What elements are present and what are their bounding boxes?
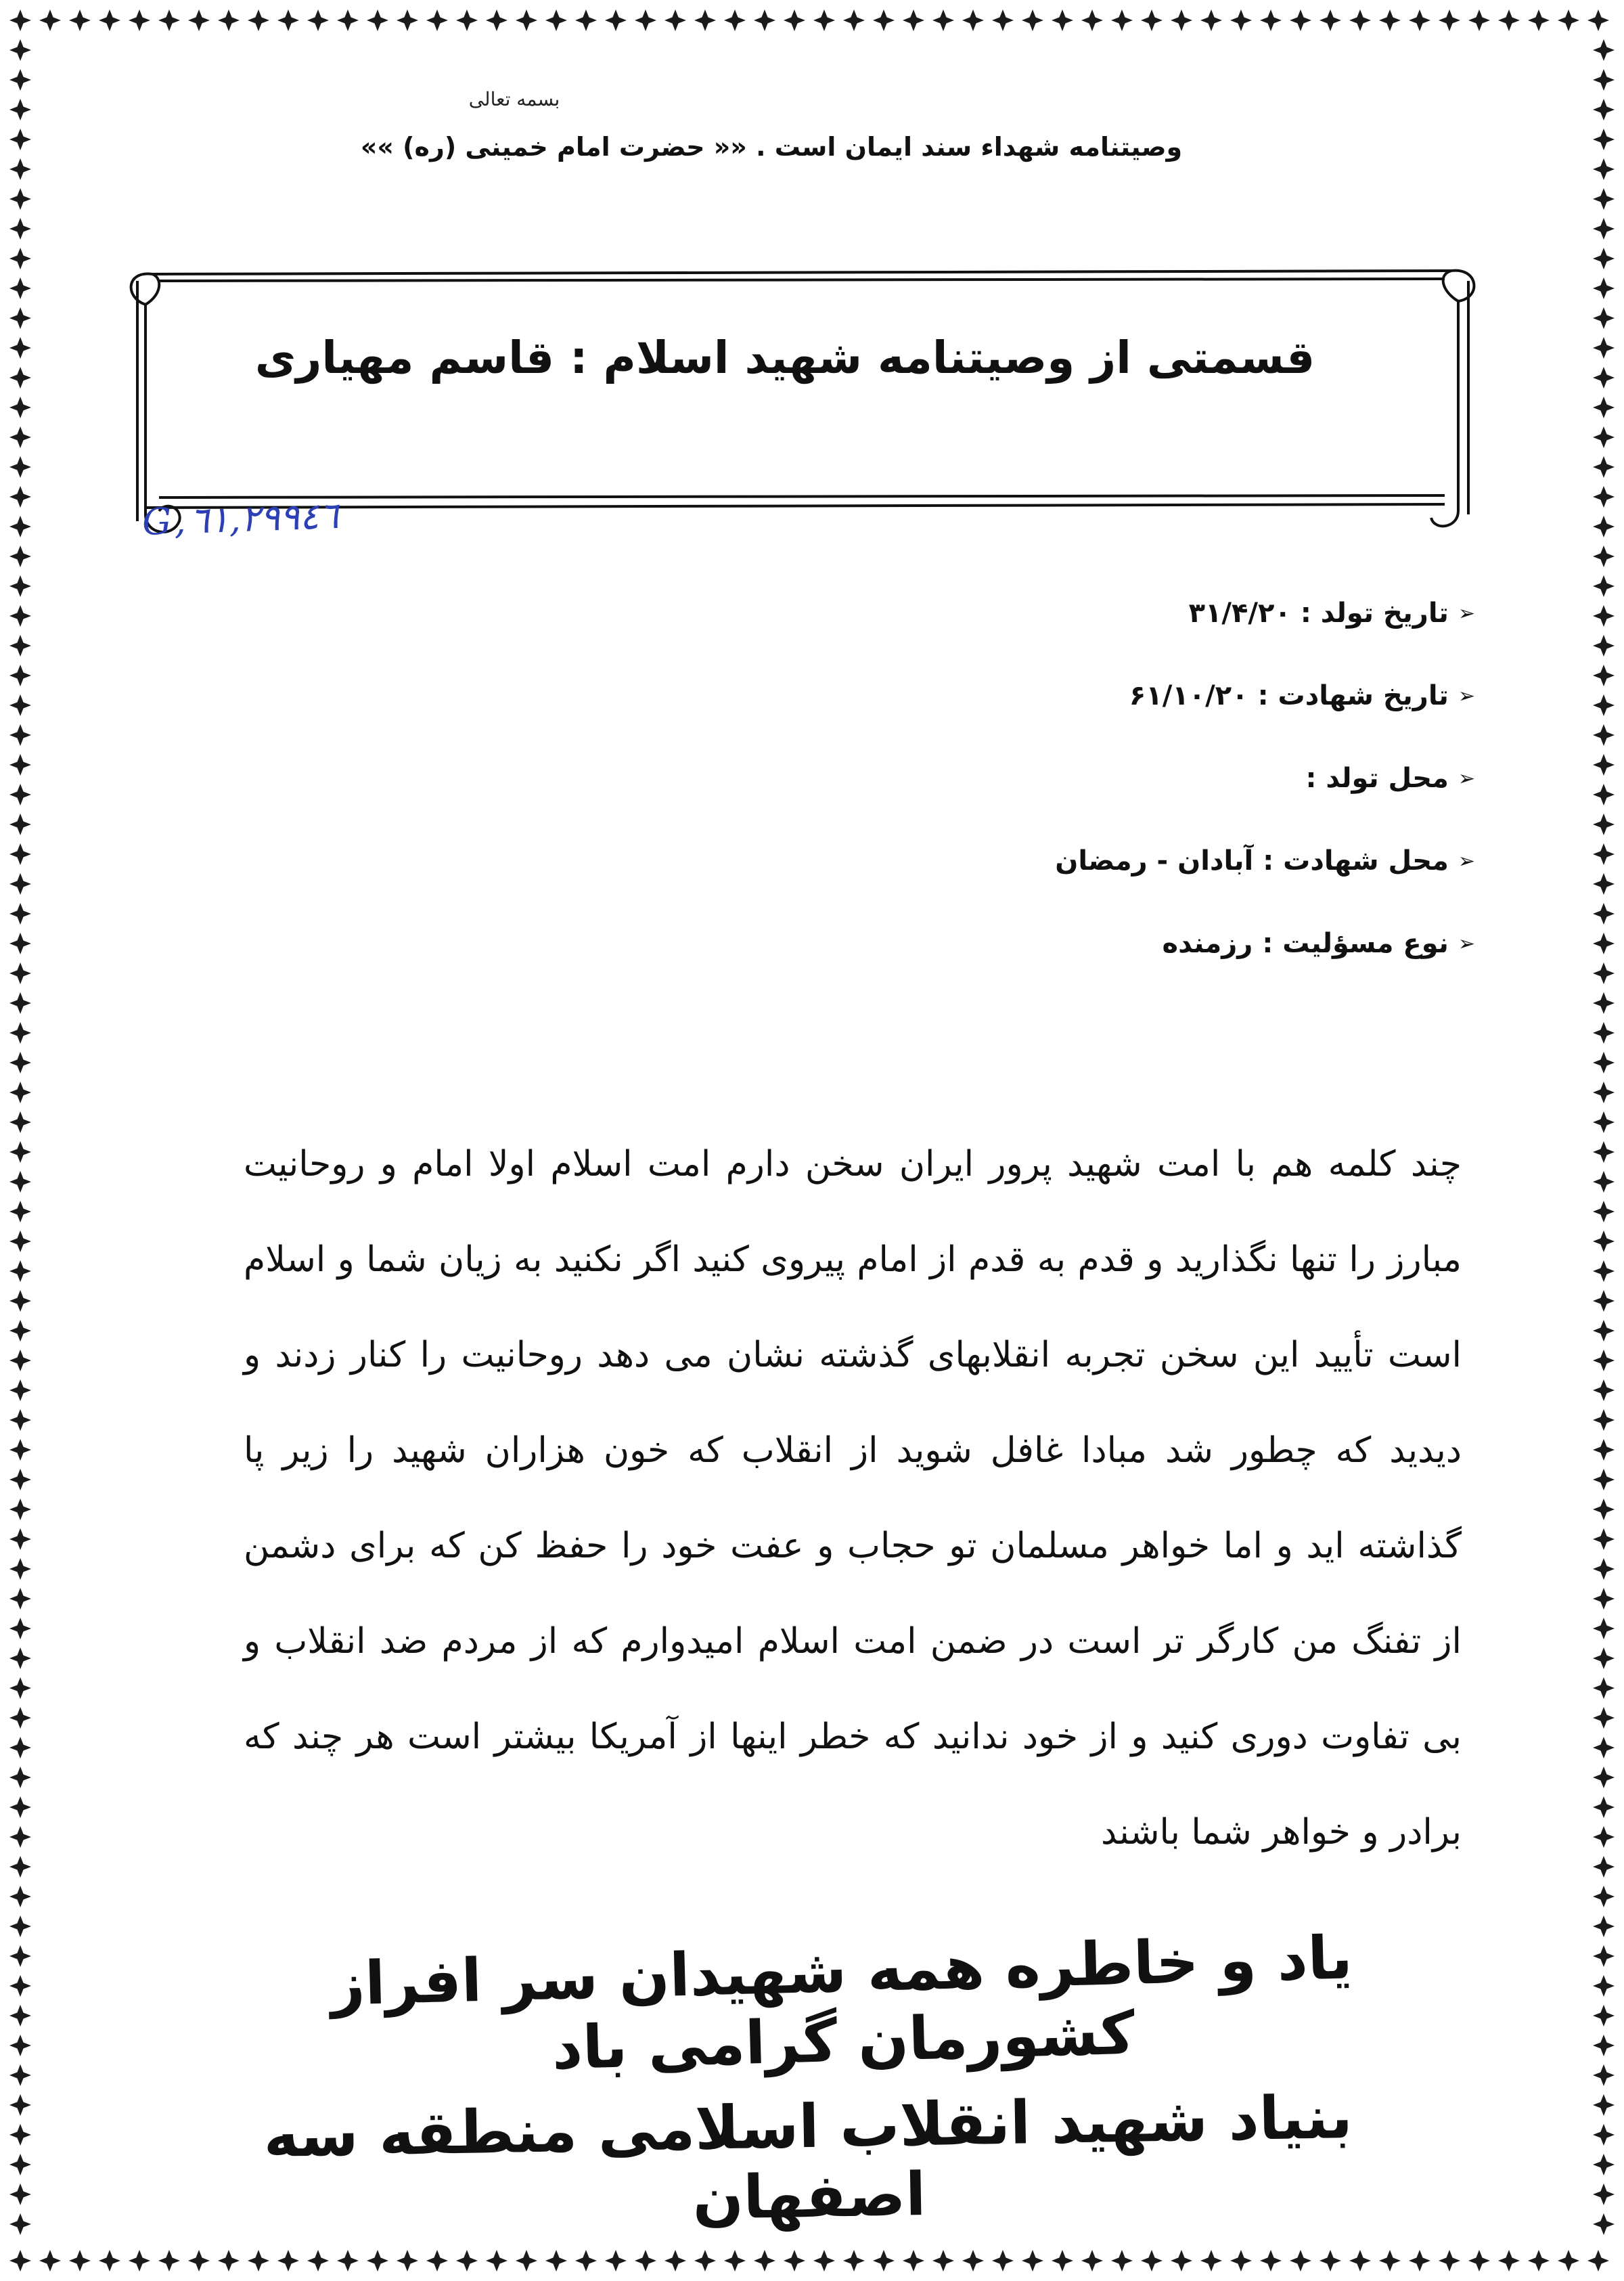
border-star-icon [1593,2035,1615,2056]
border-star-icon [69,9,91,31]
border-star-icon [1593,2094,1615,2116]
border-star-icon [903,9,924,31]
border-star-icon [9,1856,31,1878]
border-star-icon [9,903,31,925]
border-star-icon [1593,694,1615,716]
border-star-icon [9,1588,31,1610]
border-star-icon [1593,1409,1615,1431]
info-value: ۶۱/۱۰/۲۰ [1129,680,1248,711]
border-star-icon [992,2250,1014,2272]
border-star-icon [1171,9,1192,31]
border-star-icon [9,307,31,329]
border-star-icon [1593,2124,1615,2146]
border-star-icon [9,9,31,31]
border-star-icon [456,2250,478,2272]
border-star-icon [605,2250,627,2272]
border-star-icon [1528,9,1550,31]
border-star-icon [9,1231,31,1252]
border-star-icon [9,635,31,657]
border-star-icon [1593,516,1615,537]
border-star-icon [1593,1171,1615,1193]
border-star-icon [1593,1707,1615,1729]
border-star-icon [1593,814,1615,835]
info-martyrdom-date [663,655,1475,737]
border-star-icon [9,1052,31,1073]
border-star-icon [9,1201,31,1222]
border-star-icon [9,1647,31,1669]
border-star-icon [1409,9,1430,31]
border-star-icon [9,1975,31,1997]
border-star-icon [9,605,31,627]
border-star-icon [813,9,835,31]
border-star-icon [9,814,31,835]
border-star-icon [307,9,329,31]
border-star-icon [843,9,865,31]
border-star-icon [1593,1111,1615,1133]
border-star-icon [9,694,31,716]
bullet-arrow-icon: ➢ [1458,684,1475,708]
border-star-icon [1593,278,1615,299]
border-star-icon [9,1379,31,1401]
border-star-icon [1593,992,1615,1014]
border-star-icon [1593,1141,1615,1163]
border-star-icon [9,2064,31,2086]
border-star-icon [9,1260,31,1282]
border-star-icon [9,754,31,776]
border-star-icon [1349,2250,1371,2272]
border-star-icon [1593,1290,1615,1312]
border-star-icon [9,2005,31,2027]
border-star-icon [9,843,31,865]
border-star-icon [9,2184,31,2205]
border-star-icon [9,2250,31,2272]
border-star-icon [1290,2250,1311,2272]
border-star-icon [9,278,31,299]
footer-foundation-name: بنیاد شهید انقلاب اسلامی منطقه سه اصفهان [263,2081,1353,2233]
border-star-icon [1052,2250,1073,2272]
border-star-icon [1593,1886,1615,1907]
border-star-icon [1200,2250,1222,2272]
border-star-icon [1260,2250,1282,2272]
border-star-icon [1593,39,1615,61]
border-star-icon [1593,1022,1615,1044]
footer-commemoration: یاد و خاطره همه شهیدان سر افراز کشورمان گرامی باد [330,1922,1353,2083]
border-star-icon [426,2250,448,2272]
border-star-icon [1593,456,1615,478]
border-star-icon [1593,635,1615,657]
border-star-icon [9,873,31,895]
border-star-icon [1593,486,1615,508]
border-star-icon [784,9,805,31]
border-star-icon [9,1082,31,1103]
border-star-icon [1593,1052,1615,1073]
border-star-icon [1593,1856,1615,1878]
border-star-icon [1593,933,1615,954]
border-star-icon [754,2250,775,2272]
border-star-icon [1593,1558,1615,1580]
border-star-icon [397,9,418,31]
border-star-icon [1593,1915,1615,1937]
border-star-icon [307,2250,329,2272]
border-star-icon [1593,426,1615,448]
border-star-icon [9,1618,31,1639]
border-star-icon [1593,843,1615,865]
border-star-icon [9,426,31,448]
border-star-icon [426,9,448,31]
border-star-icon [277,2250,299,2272]
border-star-icon [9,1022,31,1044]
border-star-icon [9,397,31,418]
border-star-icon [1439,2250,1460,2272]
border-star-icon [1052,9,1073,31]
border-star-icon [754,9,775,31]
border-star-icon [9,129,31,150]
border-star-icon [99,2250,120,2272]
martyr-info-list [663,572,1475,985]
border-star-icon [277,9,299,31]
border-star-icon [1587,9,1609,31]
border-star-icon [218,2250,240,2272]
border-star-icon [1593,724,1615,746]
border-star-icon [9,784,31,805]
handwritten-reference-number: G,٦١,٢٩٩٤٦ [141,493,340,544]
border-star-icon [1593,2184,1615,2205]
border-star-icon [1558,2250,1579,2272]
will-excerpt-paragraph: چند کلمه هم با امت شهید پرور ایران سخن دارم امت اسلام اولا امام و روحانیت مبارز را تنها نگذارید و قدم به قدم از امام پیروی کنید اگر نکنید به زیان شما و اسلام است تأیید این سخن تجربه انقلابهای گذشته نشان می دهد روحانیت را کنار زدند و دیدید که چطور شد مبادا غافل شوید از انقلاب که خون هزاران شهید را زیر پا گذاشته اید و اما خواهر مسلمان تو حجاب و عفت خود را حفظ کن که برای دشمن از تفنگ من کارگر تر است در ضمن امت اسلام امیدوارم که از مردم ضد انقلاب و بی تفاوت دوری کنید و از خود ندانید که خطر اینها از آمریکا بیشتر است هر چند که برادر و خواهر شما باشند [244,1144,1462,1853]
border-star-icon [1141,2250,1163,2272]
border-star-icon [1593,1350,1615,1371]
border-star-icon [9,188,31,210]
border-star-icon [1593,99,1615,120]
border-star-icon [1587,2250,1609,2272]
border-star-icon [873,9,895,31]
border-star-icon [1320,9,1341,31]
border-star-icon [1593,2005,1615,2027]
border-star-icon [9,1707,31,1729]
border-star-icon [9,1499,31,1520]
border-star-icon [516,2250,537,2272]
info-label: تاریخ شهادت : [1257,680,1449,711]
border-star-icon [9,2124,31,2146]
border-star-icon [9,456,31,478]
border-star-icon [1593,1737,1615,1758]
border-star-icon [9,1737,31,1758]
border-star-icon [337,2250,359,2272]
border-star-icon [9,546,31,567]
border-star-icon [1409,2250,1430,2272]
border-star-icon [9,2035,31,2056]
border-star-icon [1260,9,1282,31]
info-label: نوع مسؤلیت : [1262,928,1449,959]
border-star-icon [129,9,150,31]
imam-quote: وصیتنامه شهداء سند ایمان است . «« حضرت امام خمینی (ره) »» [360,132,1183,162]
info-label: تاریخ تولد : [1300,598,1449,629]
border-star-icon [1230,2250,1252,2272]
border-star-icon [1498,2250,1520,2272]
border-star-icon [9,248,31,269]
border-star-icon [694,9,716,31]
border-star-icon [9,39,31,61]
border-star-icon [1349,9,1371,31]
border-star-icon [9,2094,31,2116]
border-star-icon [1593,1260,1615,1282]
border-star-icon [9,1528,31,1550]
border-star-icon [1593,1796,1615,1818]
border-star-icon [99,9,120,31]
border-star-icon [1111,2250,1133,2272]
border-star-icon [932,9,954,31]
border-star-icon [1593,1231,1615,1252]
border-star-icon [1593,1439,1615,1461]
border-star-icon [1593,69,1615,91]
border-star-icon [664,9,686,31]
border-star-icon [456,9,478,31]
border-star-icon [9,337,31,359]
border-star-icon [1498,9,1520,31]
border-star-icon [1081,2250,1103,2272]
border-star-icon [9,486,31,508]
border-star-icon [9,367,31,389]
border-star-icon [1528,2250,1550,2272]
border-star-icon [1290,9,1311,31]
border-star-icon [813,2250,835,2272]
border-star-icon [9,69,31,91]
info-birth-date [663,572,1475,655]
border-star-icon [1593,1677,1615,1699]
border-star-icon [69,2250,91,2272]
border-star-icon [962,9,984,31]
border-star-icon [545,2250,567,2272]
border-star-icon [1593,397,1615,418]
border-star-icon [248,2250,269,2272]
border-star-icon [635,9,656,31]
border-star-icon [9,1796,31,1818]
border-star-icon [1593,1975,1615,1997]
border-star-icon [932,2250,954,2272]
border-star-icon [1022,2250,1043,2272]
border-star-icon [9,1469,31,1490]
border-star-icon [1593,1082,1615,1103]
border-star-icon [1468,9,1490,31]
border-star-icon [9,1141,31,1163]
border-star-icon [1593,903,1615,925]
border-star-icon [1593,1528,1615,1550]
info-value: آبادان - رمضان [1055,845,1254,877]
border-star-icon [39,2250,61,2272]
border-star-icon [1593,307,1615,329]
border-star-icon [843,2250,865,2272]
border-star-icon [367,9,388,31]
info-value: رزمنده [1162,928,1253,959]
border-star-icon [1593,1945,1615,1967]
border-star-icon [9,158,31,180]
border-star-icon [337,9,359,31]
document-title: قسمتی از وصیتنامه شهید اسلام : قاسم مهیاری [254,332,1315,384]
border-star-icon [724,2250,746,2272]
border-star-icon [367,2250,388,2272]
border-star-icon [9,1915,31,1937]
border-star-icon [545,9,567,31]
border-star-icon [1593,1618,1615,1639]
border-star-icon [1200,9,1222,31]
bullet-arrow-icon: ➢ [1458,849,1475,873]
border-star-icon [1593,1767,1615,1788]
info-label: محل تولد : [1305,763,1449,794]
border-star-icon [39,9,61,31]
border-star-icon [9,992,31,1014]
border-star-icon [784,2250,805,2272]
border-star-icon [1111,9,1133,31]
border-star-icon [903,2250,924,2272]
bullet-arrow-icon: ➢ [1458,601,1475,625]
border-star-icon [1593,1647,1615,1669]
border-star-icon [1230,9,1252,31]
info-birth-place [663,737,1475,820]
border-star-icon [1593,2213,1615,2235]
border-star-icon [9,1767,31,1788]
border-star-icon [1379,2250,1401,2272]
border-star-icon [9,665,31,686]
border-star-icon [486,9,508,31]
border-star-icon [9,1111,31,1133]
info-martyrdom-place [663,820,1475,902]
border-star-icon [1593,188,1615,210]
border-star-icon [1593,367,1615,389]
border-star-icon [9,962,31,984]
border-star-icon [962,2250,984,2272]
border-star-icon [9,1290,31,1312]
info-value: ۳۱/۴/۲۰ [1188,598,1291,629]
bullet-arrow-icon: ➢ [1458,931,1475,956]
border-star-icon [1593,1826,1615,1848]
border-star-icon [1593,158,1615,180]
border-star-icon [1593,1320,1615,1342]
info-responsibility [663,902,1475,985]
border-star-icon [9,1439,31,1461]
border-star-icon [1439,9,1460,31]
border-star-icon [516,9,537,31]
border-star-icon [9,1945,31,1967]
border-star-icon [1593,546,1615,567]
bismillah-heading: بسمه تعالی [468,88,560,110]
border-star-icon [9,1409,31,1431]
border-star-icon [9,1886,31,1907]
border-star-icon [9,2213,31,2235]
border-star-icon [9,1320,31,1342]
border-star-icon [218,9,240,31]
border-star-icon [1593,1201,1615,1222]
border-star-icon [9,724,31,746]
border-star-icon [1171,2250,1192,2272]
border-star-icon [1593,784,1615,805]
border-star-icon [1593,665,1615,686]
border-star-icon [1593,1379,1615,1401]
border-star-icon [1593,1469,1615,1490]
border-star-icon [1558,9,1579,31]
border-star-icon [1593,754,1615,776]
border-star-icon [1593,575,1615,597]
border-star-icon [575,2250,597,2272]
border-star-icon [1593,337,1615,359]
border-star-icon [1593,248,1615,269]
border-star-icon [486,2250,508,2272]
border-star-icon [664,2250,686,2272]
border-star-icon [1593,1499,1615,1520]
border-star-icon [1593,962,1615,984]
border-star-icon [992,9,1014,31]
border-star-icon [1081,9,1103,31]
border-star-icon [1593,218,1615,240]
border-star-icon [9,1677,31,1699]
border-star-icon [1593,1588,1615,1610]
border-star-icon [1379,9,1401,31]
border-star-icon [9,218,31,240]
border-star-icon [1593,2154,1615,2175]
border-star-icon [1593,605,1615,627]
border-star-icon [1593,2064,1615,2086]
border-star-icon [1593,129,1615,150]
border-star-icon [1468,2250,1490,2272]
border-star-icon [9,1171,31,1193]
border-star-icon [694,2250,716,2272]
border-star-icon [188,2250,210,2272]
border-star-icon [1593,873,1615,895]
border-star-icon [1141,9,1163,31]
border-star-icon [1320,2250,1341,2272]
border-star-icon [9,516,31,537]
border-star-icon [158,9,180,31]
border-star-icon [1022,9,1043,31]
info-label: محل شهادت : [1263,845,1449,877]
border-star-icon [605,9,627,31]
border-star-icon [9,1558,31,1580]
bullet-arrow-icon: ➢ [1458,766,1475,791]
border-star-icon [9,575,31,597]
border-star-icon [724,9,746,31]
border-star-icon [9,933,31,954]
border-star-icon [158,2250,180,2272]
border-star-icon [635,2250,656,2272]
border-star-icon [188,9,210,31]
border-star-icon [9,1350,31,1371]
border-star-icon [9,1826,31,1848]
border-star-icon [9,2154,31,2175]
border-star-icon [248,9,269,31]
border-star-icon [575,9,597,31]
border-star-icon [129,2250,150,2272]
border-star-icon [873,2250,895,2272]
border-star-icon [9,99,31,120]
border-star-icon [397,2250,418,2272]
